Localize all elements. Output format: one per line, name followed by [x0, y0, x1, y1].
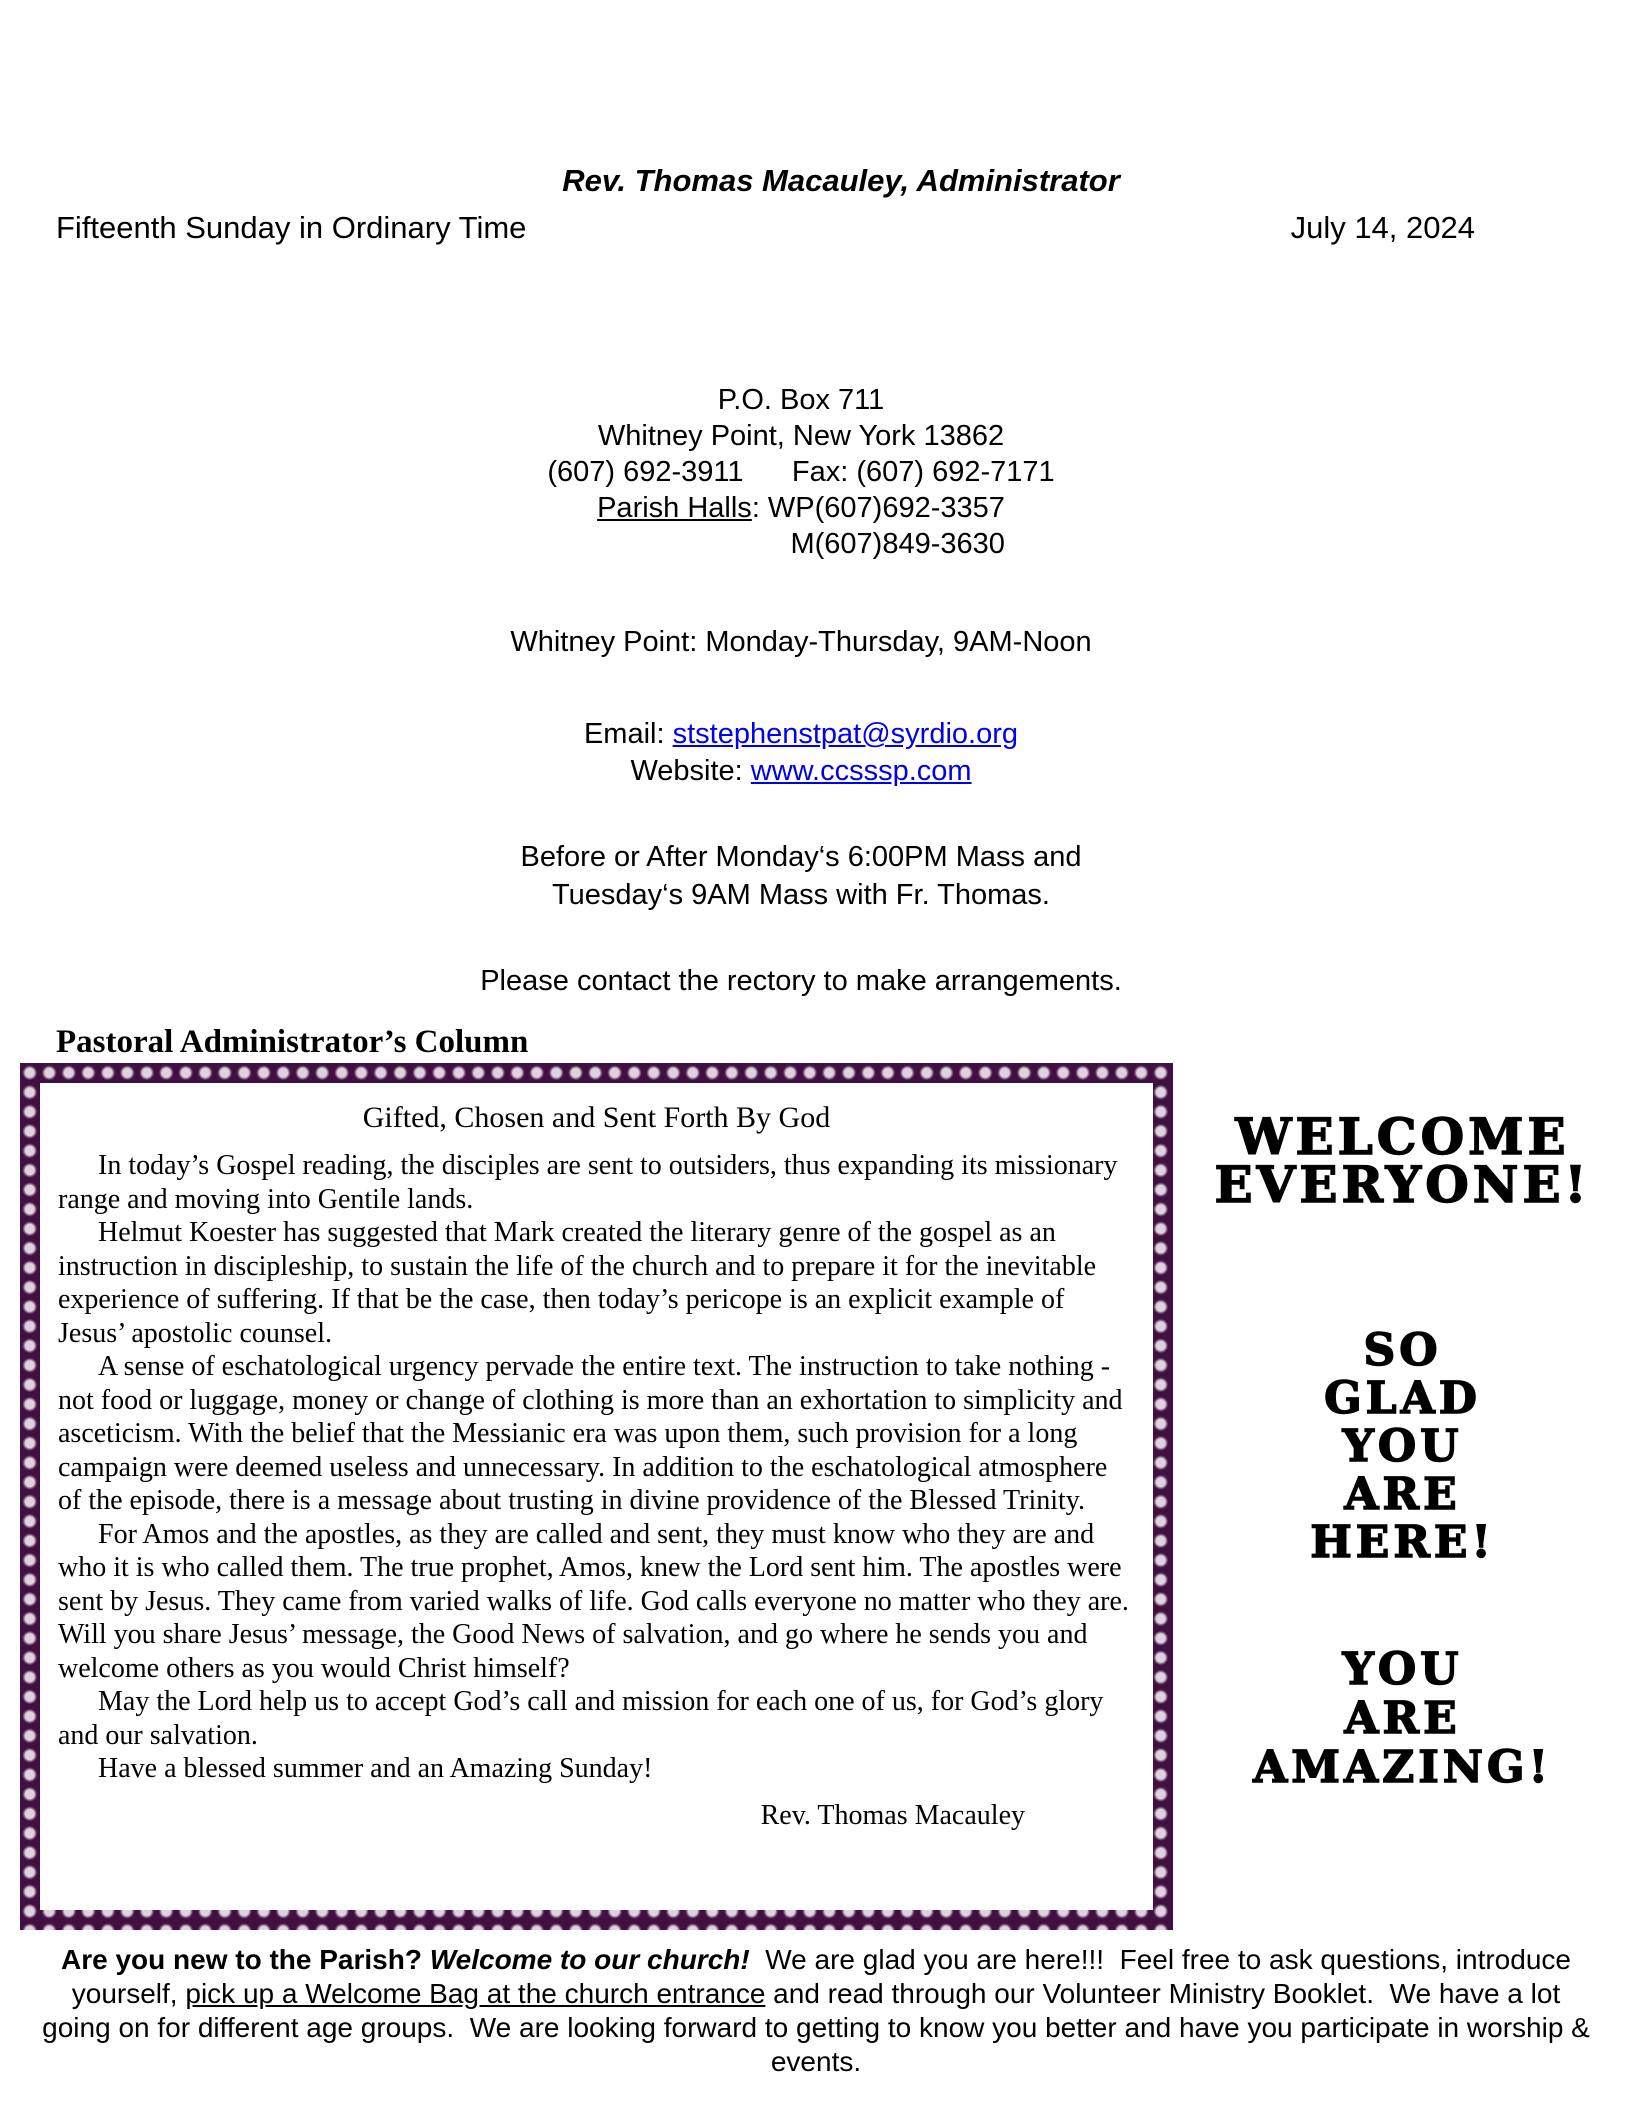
email-link[interactable]: ststephenstpat@syrdio.org	[672, 718, 1019, 750]
bulletin-date: July 14, 2024	[1290, 210, 1475, 245]
article-paragraph: Have a blessed summer and an Amazing Sunday!	[98, 1753, 653, 1784]
office-hours-line: Whitney Point: Monday-Thursday, 9AM-Noon	[510, 626, 1092, 658]
parish-halls-block	[597, 490, 1005, 562]
article-paragraph: Helmut Koester has suggested that Mark created the literary genre of the gospel as an instruction in discipleship, to sustain the life of the church and to prepare it for the inevitable experience of suffering. If that be the case, then today’s pericope is an explicit example of Jesus’ apostolic counsel.	[58, 1217, 1097, 1349]
glad-line: GLAD	[1324, 1373, 1481, 1424]
footer-bold-lead: Are you new to the Parish?	[61, 1944, 430, 1975]
welcome-line: EVERYONE!	[1214, 1155, 1591, 1214]
confession-line-2: Tuesday‘s 9AM Mass with Fr. Thomas.	[552, 879, 1050, 911]
arrangements-line: Please contact the rectory to make arrangements.	[480, 965, 1122, 997]
address-block	[0, 382, 1602, 562]
email-label: Email:	[583, 718, 673, 750]
website-label: Website:	[630, 755, 751, 787]
confession-times-block	[0, 838, 1602, 914]
website-line	[0, 753, 1602, 790]
parish-halls-m-number: M(607)849-3630	[790, 528, 1005, 560]
city-line: Whitney Point, New York 13862	[597, 420, 1005, 452]
amazing-line: YOU	[1342, 1644, 1463, 1695]
glad-line: YOU	[1342, 1421, 1463, 1472]
article-title: Gifted, Chosen and Sent Forth By God	[362, 1101, 831, 1134]
glad-line: ARE	[1344, 1469, 1461, 1520]
you-are-amazing-text	[1173, 1645, 1632, 1792]
glad-line: SO	[1363, 1325, 1442, 1376]
article-paragraph: In today’s Gospel reading, the disciples are sent to outsiders, thus expanding its missionary range and moving into Gentile lands.	[58, 1150, 1118, 1215]
amazing-line: AMAZING!	[1253, 1742, 1552, 1793]
po-box-line: P.O. Box 711	[717, 384, 885, 416]
glad-line: HERE!	[1310, 1517, 1495, 1568]
phone-fax-line: (607) 692-3911 Fax: (607) 692-7171	[547, 456, 1055, 488]
article-paragraph: A sense of eschatological urgency pervade the entire text. The instruction to take nothing - not food or luggage, money or change of clothing is more than an exhortation to simplicity and asceticism. With the belief that the Messianic era was upon them, such provision for a long campaign were deemed useless and unnecessary. In addition to the eschatological atmosphere of the episode, there is a message about trusting in divine providence of the Blessed Trinity.	[58, 1351, 1123, 1516]
article-paragraph: For Amos and the apostles, as they are called and sent, they must know who they are and who it is who called them. The true prophet, Amos, knew the Lord sent him. The apostles were sent by Jesus. They came from varied walks of life. God calls everyone no matter who they are. Will you share Jesus’ message, the Good News of salvation, and go where he sends you and welcome others as you would Christ himself?	[58, 1518, 1129, 1684]
so-glad-text	[1173, 1327, 1632, 1567]
pastoral-column-content	[40, 1083, 1153, 1910]
welcome-everyone-text	[1173, 1107, 1632, 1214]
parish-halls-wp-number: : WP(607)692-3357	[751, 492, 1005, 524]
email-website-block	[0, 716, 1602, 790]
welcome-sidebar	[1173, 1063, 1632, 1792]
amazing-line: ARE	[1344, 1693, 1461, 1744]
pastoral-column-box	[20, 1063, 1173, 1930]
welcome-line: WELCOME	[1235, 1107, 1570, 1166]
parish-halls-label: Parish Halls	[597, 492, 752, 524]
footer-bold-italic: Welcome to our church!	[429, 1944, 750, 1975]
article-paragraph: May the Lord help us to accept God’s call and mission for each one of us, for God’s glory and our salvation.	[58, 1686, 1104, 1751]
footer-text-2: and read through our Volunteer Ministry Booklet. We have a lot going on for different age groups. We are looking forward to getting to know you better and have you participate in worship & events.	[42, 1978, 1598, 2077]
column-heading: Pastoral Administrator’s Column	[56, 1024, 529, 1060]
confession-line-1: Before or After Monday‘s 6:00PM Mass and	[520, 841, 1082, 873]
website-link[interactable]: www.ccsssp.com	[750, 755, 972, 787]
footer-underlined-welcome-bag: pick up a Welcome Bag at the church entrance	[185, 1978, 766, 2009]
article-signature: Rev. Thomas Macauley	[760, 1799, 1025, 1831]
parish-halls-line	[597, 490, 1005, 526]
email-line	[0, 716, 1602, 753]
new-parishioner-note	[36, 1943, 1596, 2079]
administrator-title: Rev. Thomas Macauley, Administrator	[562, 163, 1120, 198]
sunday-title: Fifteenth Sunday in Ordinary Time	[56, 210, 527, 245]
footer-text-1: We are glad you are here!!! Feel free to ask questions, introduce yourself,	[71, 1944, 1579, 2009]
